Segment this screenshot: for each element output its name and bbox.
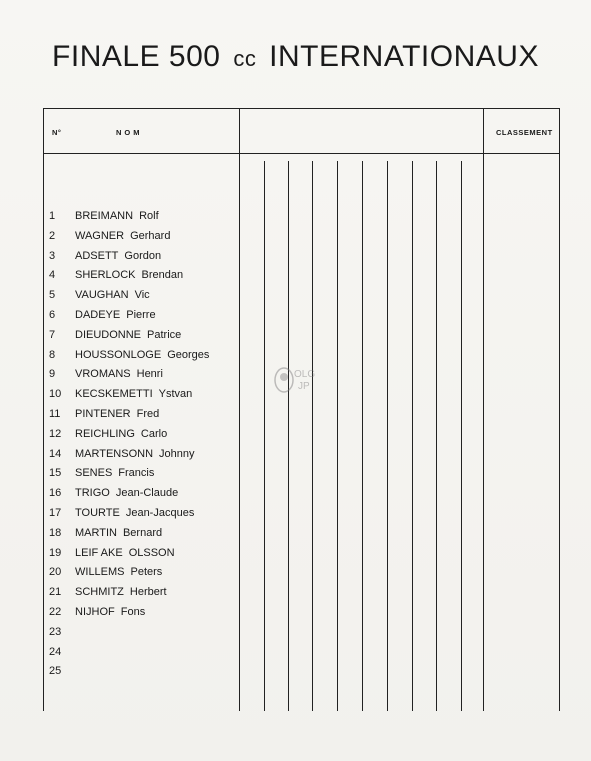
- header-number: N°: [52, 128, 62, 137]
- entry-name: [75, 487, 178, 499]
- entry-last-name: KECSKEMETTI: [75, 388, 153, 401]
- entry-first-name: Patrice: [147, 328, 182, 341]
- score-column-line-8: [436, 161, 437, 711]
- entry-last-name: WILLEMS: [75, 566, 125, 579]
- entry-last-name: VAUGHAN: [75, 289, 129, 302]
- entry-number: 17: [49, 507, 62, 519]
- entry-number: 14: [49, 447, 62, 460]
- score-column-line-1: [264, 161, 265, 711]
- score-column-line-3: [312, 161, 313, 711]
- entry-name: [75, 388, 192, 400]
- entry-number: 12: [49, 427, 62, 440]
- svg-text:OLG: OLG: [294, 369, 316, 380]
- entry-last-name: PINTENER: [75, 408, 131, 420]
- entry-number: 6: [49, 309, 56, 321]
- entry-last-name: DIEUDONNE: [75, 328, 142, 341]
- entry-last-name: VROMANS: [75, 368, 131, 381]
- entry-name: [75, 665, 81, 677]
- entry-number: 19: [49, 546, 62, 559]
- entry-first-name: Peters: [130, 566, 163, 579]
- entry-name: [75, 309, 156, 321]
- entry-name: [75, 230, 170, 242]
- entry-first-name: Vic: [134, 289, 150, 302]
- entry-first-name: Fred: [136, 408, 160, 420]
- score-column-line-5: [362, 161, 363, 711]
- name-column-divider: [239, 109, 240, 711]
- entry-number: 5: [49, 289, 56, 302]
- entry-number: 25: [49, 665, 62, 678]
- entry-first-name: Gordon: [124, 249, 162, 262]
- title-part2: INTERNATIONAUX: [269, 40, 539, 73]
- entry-first-name: Georges: [167, 348, 210, 361]
- entry-number: 20: [49, 566, 62, 579]
- entry-last-name: LEIF AKE: [75, 546, 123, 559]
- entry-first-name: Jean-Jacques: [125, 507, 195, 519]
- entry-name: [75, 606, 145, 618]
- entry-name: [75, 368, 163, 380]
- score-column-line-4: [337, 161, 338, 711]
- entry-last-name: SCHMITZ: [75, 586, 124, 599]
- entry-first-name: Francis: [118, 467, 155, 480]
- entry-name: [75, 467, 154, 479]
- entry-name: [75, 586, 167, 598]
- entry-last-name: MARTENSONN: [75, 447, 154, 460]
- entry-number: 7: [49, 328, 56, 341]
- watermark-stamp-icon: [272, 362, 322, 398]
- entry-name: [75, 646, 81, 658]
- entry-number: 23: [49, 625, 62, 638]
- entry-last-name: DADEYE: [75, 309, 121, 321]
- entry-name: [75, 566, 162, 578]
- entry-first-name: Bernard: [122, 526, 163, 539]
- score-column-line-7: [412, 161, 413, 711]
- entry-name: [75, 448, 195, 460]
- entry-name: [75, 408, 159, 420]
- entry-last-name: MARTIN: [75, 526, 117, 539]
- title-cc: cc: [233, 46, 257, 71]
- entry-first-name: Herbert: [129, 586, 167, 599]
- entry-name: [75, 269, 183, 281]
- entry-last-name: ADSETT: [75, 249, 119, 262]
- entry-number: 3: [49, 249, 56, 262]
- entry-number: 9: [49, 368, 56, 381]
- entry-last-name: SHERLOCK: [75, 269, 136, 282]
- entry-last-name: SENES: [75, 467, 113, 480]
- entry-number: 1: [49, 210, 56, 222]
- entry-first-name: Carlo: [140, 427, 168, 440]
- entry-last-name: NIJHOF: [75, 606, 115, 618]
- entry-first-name: OLSSON: [128, 546, 175, 559]
- entry-first-name: Ystvan: [158, 388, 193, 401]
- entry-number: 16: [49, 487, 62, 500]
- entry-number: 4: [49, 269, 56, 282]
- score-column-line-9: [461, 161, 462, 711]
- entry-last-name: TRIGO: [75, 487, 110, 500]
- results-table: [43, 108, 560, 711]
- svg-text:JP: JP: [298, 381, 310, 392]
- entry-number: 11: [49, 408, 61, 420]
- header-divider: [44, 153, 559, 154]
- entry-name: [75, 289, 150, 301]
- entry-last-name: HOUSSONLOGE: [75, 348, 162, 361]
- entry-number: 10: [49, 388, 62, 401]
- entry-first-name: Johnny: [159, 447, 195, 460]
- score-column-line-6: [387, 161, 388, 711]
- entry-number: 18: [49, 526, 62, 539]
- ranking-column-divider: [483, 109, 484, 711]
- entry-first-name: Rolf: [139, 210, 159, 222]
- entry-last-name: BREIMANN: [75, 210, 134, 222]
- entry-name: [75, 250, 161, 262]
- header-name: NOM: [116, 128, 143, 137]
- entry-name: [75, 507, 194, 519]
- entry-last-name: REICHLING: [75, 427, 135, 440]
- entry-number: 15: [49, 467, 62, 480]
- entry-name: [75, 626, 81, 638]
- score-column-line-2: [288, 161, 289, 711]
- page-title: [0, 40, 591, 74]
- entry-name: [75, 329, 181, 341]
- entry-number: 24: [49, 645, 62, 658]
- entry-name: [75, 428, 167, 440]
- header-ranking: CLASSEMENT: [496, 128, 553, 137]
- entry-first-name: Fons: [120, 606, 146, 618]
- entry-name: [75, 210, 159, 222]
- entry-last-name: WAGNER: [75, 229, 125, 242]
- entry-first-name: Pierre: [126, 309, 156, 321]
- entry-number: 8: [49, 348, 56, 361]
- entry-last-name: TOURTE: [75, 507, 120, 519]
- title-part1: FINALE 500: [52, 40, 221, 73]
- entry-name: [75, 349, 209, 361]
- entry-first-name: Brendan: [141, 269, 184, 282]
- entry-number: 21: [49, 586, 62, 599]
- entry-number: 2: [49, 229, 56, 242]
- entry-first-name: Gerhard: [130, 229, 171, 242]
- entry-name: [75, 547, 175, 559]
- entry-name: [75, 527, 162, 539]
- entry-first-name: Jean-Claude: [115, 487, 179, 500]
- entry-first-name: Henri: [136, 368, 163, 381]
- entry-number: 22: [49, 606, 62, 618]
